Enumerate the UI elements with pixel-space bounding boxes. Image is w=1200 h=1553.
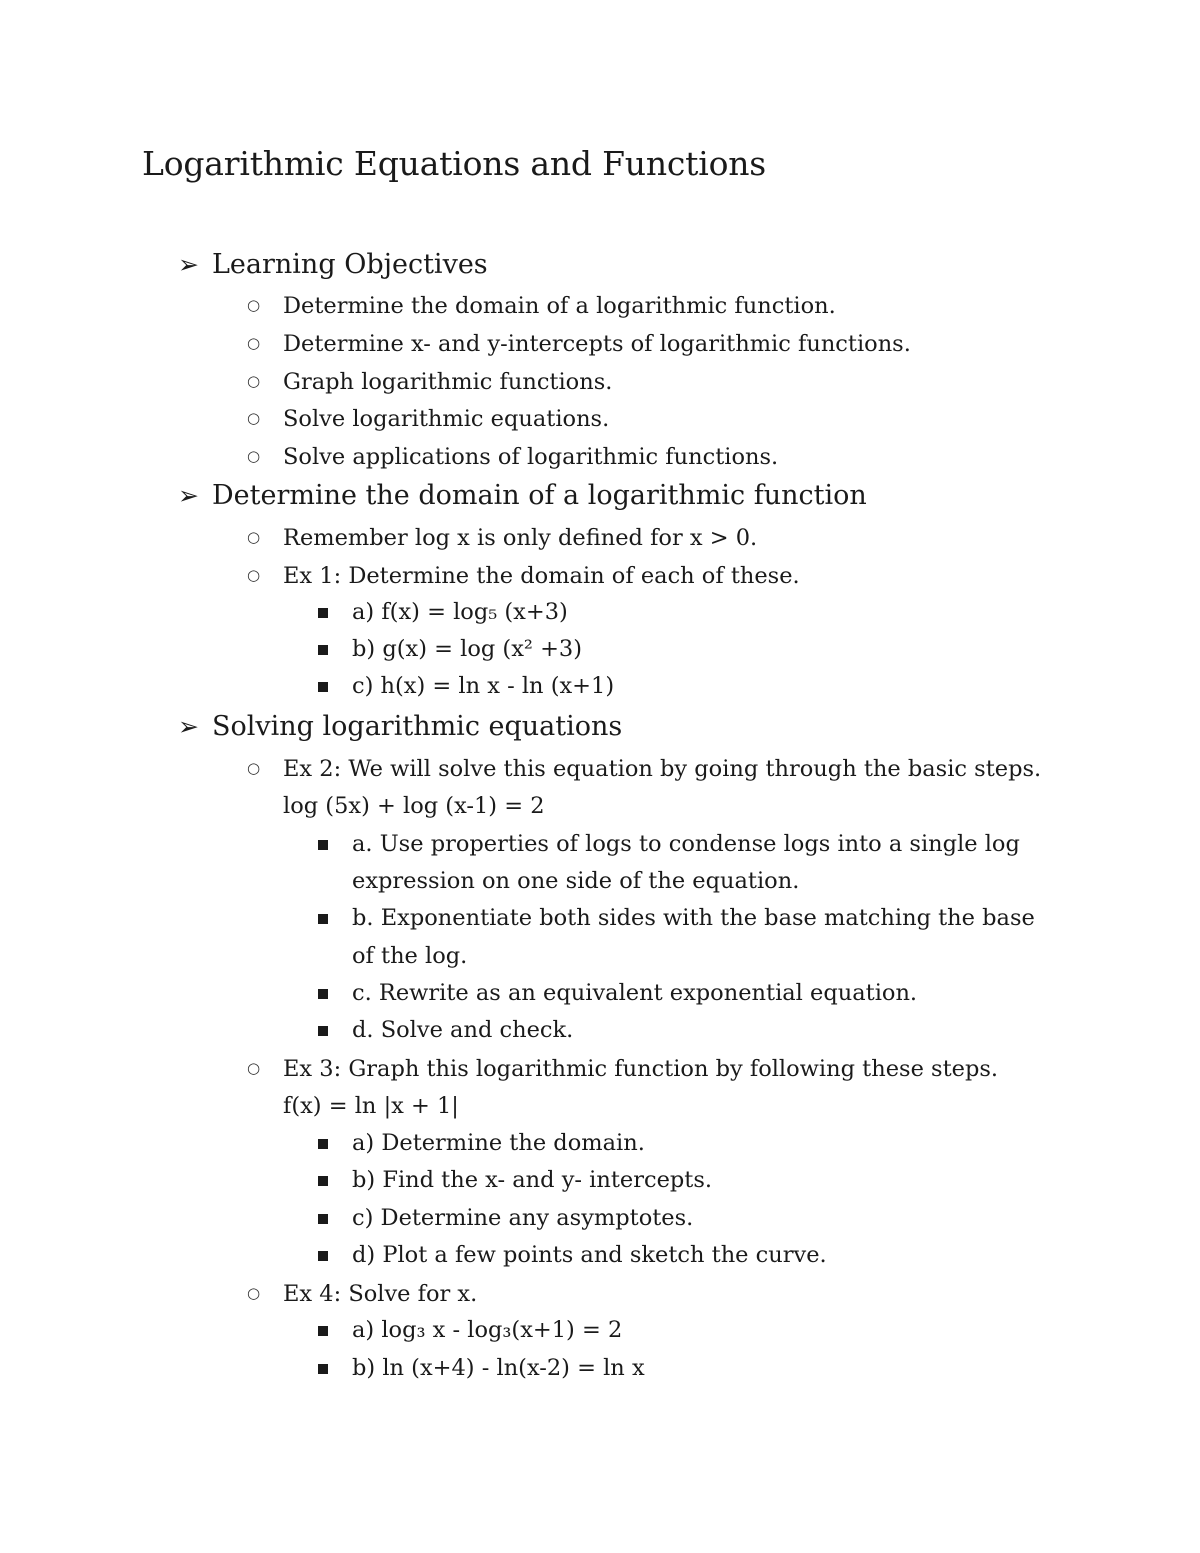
list-item	[318, 1165, 712, 1195]
section-heading-objectives	[178, 247, 488, 283]
page-title: Logarithmic Equations and Functions	[142, 144, 767, 183]
list-item-text: a. Use properties of logs to condense logs into a single log	[352, 831, 1020, 857]
square-bullet-icon	[318, 1353, 352, 1383]
list-item	[318, 1015, 573, 1045]
list-item-text: a) f(x) = log₅ (x+3)	[352, 599, 568, 625]
list-item-text: b. Exponentiate both sides with the base matching the base	[352, 905, 1035, 931]
list-item	[318, 829, 1020, 859]
equation: log (5x) + log (x-1) = 2	[283, 793, 545, 819]
heading-text: Learning Objectives	[212, 249, 488, 280]
square-bullet-icon	[318, 1015, 352, 1045]
section-heading-solving	[178, 709, 622, 745]
list-item	[247, 1278, 477, 1309]
list-item	[247, 1053, 998, 1084]
list-item	[247, 753, 1041, 784]
square-bullet-icon	[318, 1315, 352, 1345]
list-item-text: Solve applications of logarithmic functions.	[283, 444, 779, 470]
list-item	[318, 597, 568, 627]
circle-bullet-icon: ○	[247, 409, 261, 427]
list-item	[318, 634, 582, 664]
section-heading-domain	[178, 478, 867, 514]
list-item-text: Graph logarithmic functions.	[283, 369, 613, 395]
list-item-text: b) g(x) = log (x² +3)	[352, 636, 583, 662]
list-item	[247, 366, 612, 397]
circle-bullet-icon: ○	[247, 334, 261, 352]
square-bullet-icon	[318, 1240, 352, 1270]
list-item-text: a) Determine the domain.	[352, 1130, 645, 1156]
list-item	[247, 441, 778, 472]
list-item-continuation: expression on one side of the equation.	[352, 868, 800, 894]
circle-bullet-icon: ○	[247, 1284, 261, 1302]
list-item	[318, 1240, 827, 1270]
list-item	[318, 1203, 693, 1233]
list-item-text: c. Rewrite as an equivalent exponential equation.	[352, 980, 918, 1006]
square-bullet-icon	[318, 671, 352, 701]
example-label: Ex 1: Determine the domain of each of these.	[283, 563, 800, 589]
circle-bullet-icon: ○	[247, 447, 261, 465]
list-item-text: Remember log x is only defined for x > 0.	[283, 525, 758, 551]
square-bullet-icon	[318, 1203, 352, 1233]
list-item-text: b) Find the x- and y- intercepts.	[352, 1167, 713, 1193]
circle-bullet-icon: ○	[247, 1059, 261, 1077]
square-bullet-icon	[318, 1128, 352, 1158]
list-item	[318, 1128, 645, 1158]
list-item-text: d) Plot a few points and sketch the curve.	[352, 1242, 827, 1268]
list-item-text: a) log₃ x - log₃(x+1) = 2	[352, 1317, 623, 1343]
list-item-continuation: of the log.	[352, 943, 468, 969]
arrow-bullet-icon: ➢	[178, 250, 199, 279]
equation: f(x) = ln |x + 1|	[283, 1093, 459, 1119]
example-label: Ex 2: We will solve this equation by going through the basic steps.	[283, 756, 1042, 782]
square-bullet-icon	[318, 903, 352, 933]
circle-bullet-icon: ○	[247, 296, 261, 314]
list-item-text: d. Solve and check.	[352, 1017, 574, 1043]
list-item	[247, 522, 757, 553]
square-bullet-icon	[318, 978, 352, 1008]
arrow-bullet-icon: ➢	[178, 481, 199, 510]
arrow-bullet-icon: ➢	[178, 712, 199, 741]
list-item	[247, 328, 911, 359]
example-label: Ex 4: Solve for x.	[283, 1281, 478, 1307]
list-item-text: Determine the domain of a logarithmic function.	[283, 293, 836, 319]
list-item	[318, 1315, 622, 1345]
list-item-text: c) h(x) = ln x - ln (x+1)	[352, 673, 615, 699]
list-item	[247, 560, 800, 591]
list-item	[247, 403, 609, 434]
list-item-text: b) ln (x+4) - ln(x-2) = ln x	[352, 1355, 645, 1381]
circle-bullet-icon: ○	[247, 528, 261, 546]
list-item-text: Determine x- and y-intercepts of logarithmic functions.	[283, 331, 911, 357]
list-item-text: c) Determine any asymptotes.	[352, 1205, 694, 1231]
example-label: Ex 3: Graph this logarithmic function by following these steps.	[283, 1056, 999, 1082]
circle-bullet-icon: ○	[247, 372, 261, 390]
square-bullet-icon	[318, 597, 352, 627]
square-bullet-icon	[318, 829, 352, 859]
circle-bullet-icon: ○	[247, 566, 261, 584]
list-item	[318, 1353, 645, 1383]
list-item	[318, 978, 917, 1008]
list-item-text: Solve logarithmic equations.	[283, 406, 610, 432]
list-item	[318, 671, 614, 701]
square-bullet-icon	[318, 634, 352, 664]
list-item	[247, 290, 836, 321]
heading-text: Determine the domain of a logarithmic function	[212, 480, 867, 511]
square-bullet-icon	[318, 1165, 352, 1195]
heading-text: Solving logarithmic equations	[212, 711, 623, 742]
circle-bullet-icon: ○	[247, 759, 261, 777]
list-item	[318, 903, 1035, 933]
